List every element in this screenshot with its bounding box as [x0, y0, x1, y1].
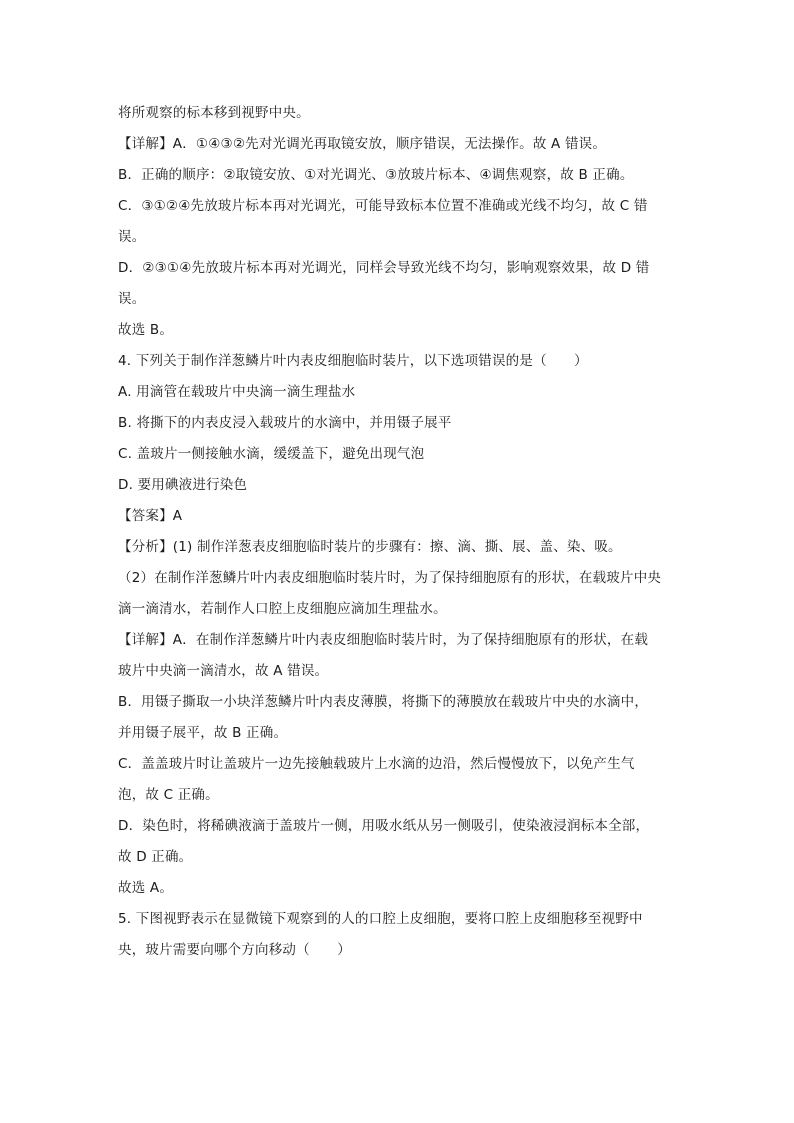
option-b: B. 将撕下的内表皮浸入载玻片的水滴中，并用镊子展平: [118, 415, 452, 431]
text-line: 故 D 正确。: [118, 849, 193, 865]
option-d: D. 要用碘液进行染色: [118, 477, 248, 493]
text-line: C．③①②④先放玻片标本再对光调光，可能导致标本位置不准确或光线不均匀，故 C 错: [118, 198, 648, 214]
text-line: 并用镊子展平，故 B 正确。: [118, 725, 288, 741]
text-line: 故选 B。: [118, 322, 174, 338]
text-line: B．用镊子撕取一小块洋葱鳞片叶内表皮薄膜，将撕下的薄膜放在载玻片中央的水滴中，: [118, 694, 649, 710]
text-line: 滴一滴清水，若制作人口腔上皮细胞应滴加生理盐水。: [118, 601, 447, 617]
text-line: C．盖盖玻片时让盖玻片一边先接触载玻片上水滴的边沿，然后慢慢放下，以免产生气: [118, 756, 635, 772]
question-5-stem: 央，玻片需要向哪个方向移动（ ）: [118, 942, 351, 958]
question-5-stem: 5. 下图视野表示在显微镜下观察到的人的口腔上皮细胞，要将口腔上皮细胞移至视野中: [118, 911, 643, 927]
text-line: （2）在制作洋葱鳞片叶内表皮细胞临时装片时，为了保持细胞原有的形状，在载玻片中央: [118, 570, 662, 586]
answer-line: 【答案】A: [118, 508, 183, 524]
option-c: C. 盖玻片一侧接触水滴，缓缓盖下，避免出现气泡: [118, 446, 425, 462]
text-line: D．②③①④先放玻片标本再对光调光，同样会导致光线不均匀，影响观察效果，故 D 错: [118, 260, 650, 276]
analysis-line: 【分析】(1) 制作洋葱表皮细胞临时装片的步骤有：擦、滴、撕、展、盖、染、吸。: [118, 539, 622, 555]
option-a: A. 用滴管在载玻片中央滴一滴生理盐水: [118, 384, 356, 400]
text-line: 误。: [118, 229, 146, 245]
text-line: B．正确的顺序：②取镜安放、①对光调光、③放玻片标本、④调焦观察，故 B 正确。: [118, 167, 634, 183]
text-line: 泡，故 C 正确。: [118, 787, 219, 803]
text-line: 【详解】A．在制作洋葱鳞片叶内表皮细胞临时装片时，为了保持细胞原有的形状，在载: [118, 632, 649, 648]
text-line: D．染色时，将稀碘液滴于盖玻片一侧，用吸水纸从另一侧吸引，使染液浸润标本全部，: [118, 818, 650, 834]
text-line: 玻片中央滴一滴清水，故 A 错误。: [118, 663, 329, 679]
text-line: 故选 A。: [118, 880, 174, 896]
text-line: 误。: [118, 291, 146, 307]
text-line: 【详解】A．①④③②先对光调光再取镜安放，顺序错误，无法操作。故 A 错误。: [118, 136, 607, 152]
text-line: 将所观察的标本移到视野中央。: [118, 105, 310, 121]
question-4-stem: 4. 下列关于制作洋葱鳞片叶内表皮细胞临时装片，以下选项错误的是（ ）: [118, 353, 588, 369]
